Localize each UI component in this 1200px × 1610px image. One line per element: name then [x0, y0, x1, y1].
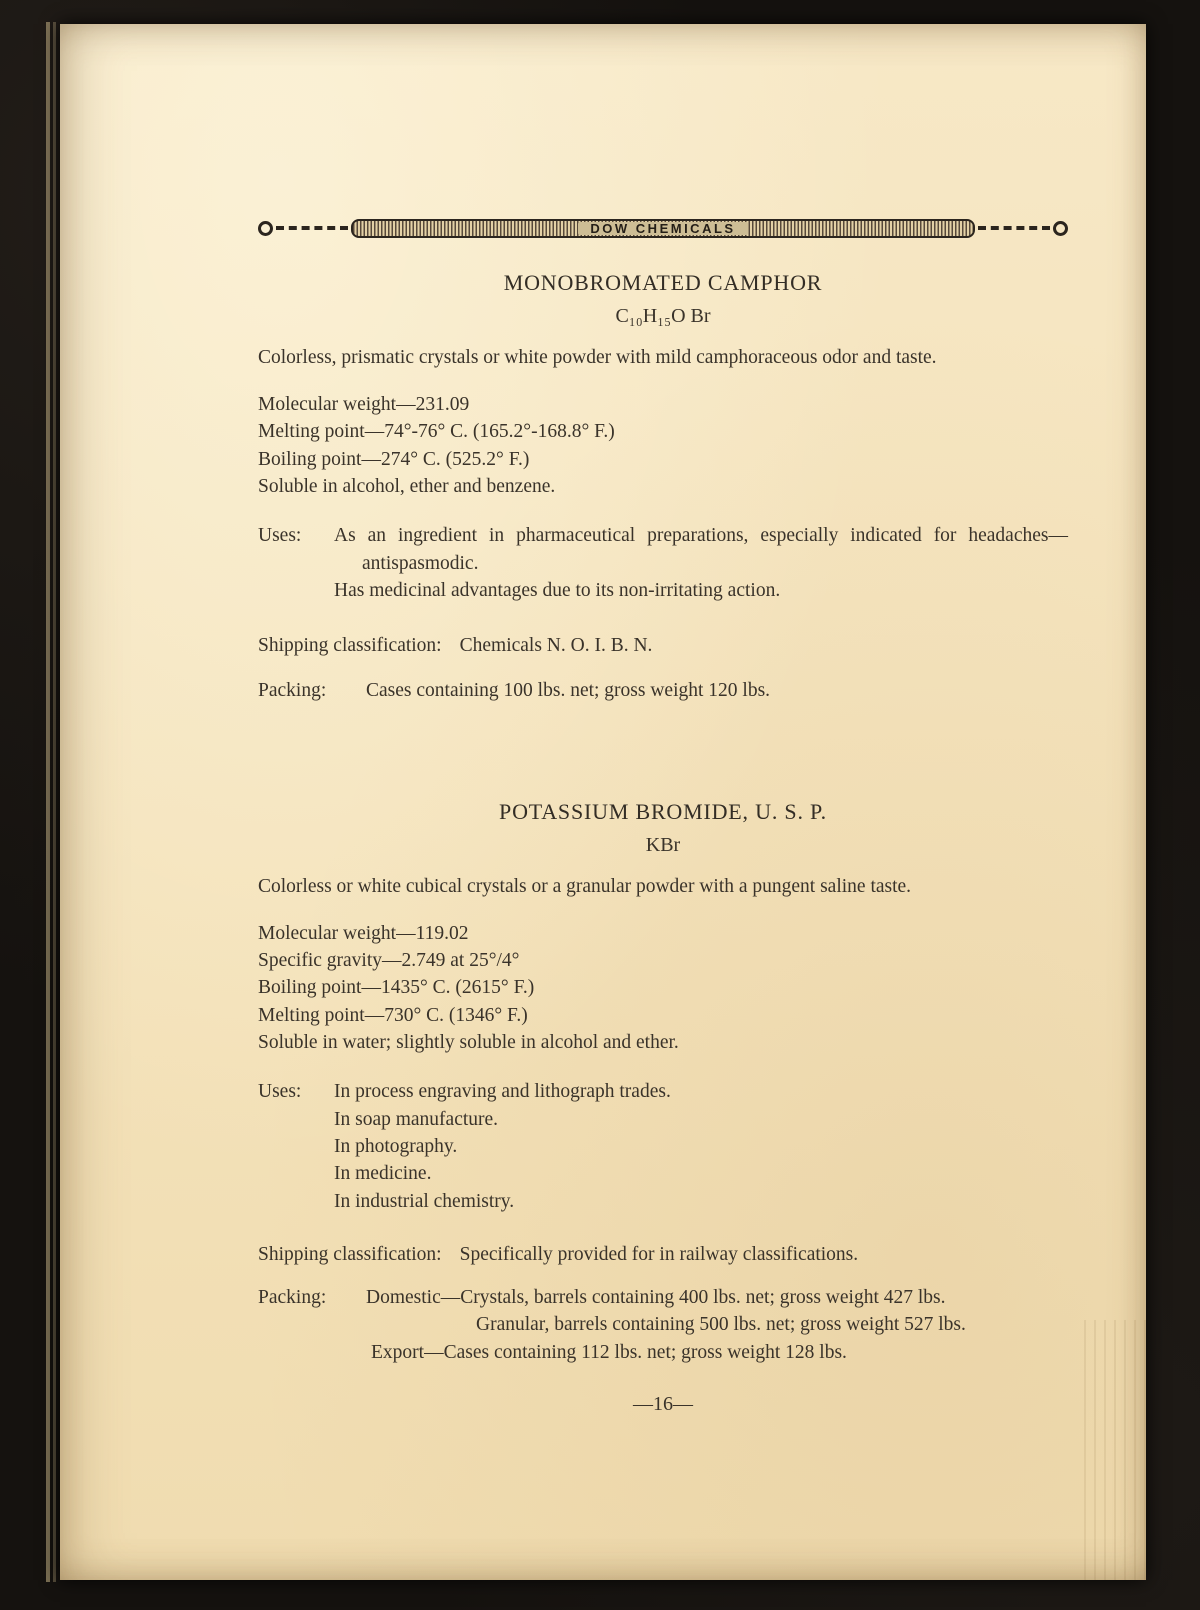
- use-item: In industrial chemistry.: [334, 1190, 515, 1212]
- shipping-text: Chemicals N. O. I. B. N.: [459, 635, 653, 657]
- packing-list: [366, 677, 1068, 704]
- entry-monobromated-camphor: [258, 268, 1068, 705]
- use-item: In soap manufacture.: [334, 1108, 499, 1130]
- uses-label: Uses:: [258, 1081, 302, 1103]
- entry-formula: KBr: [645, 833, 681, 856]
- packing-line: Domestic—Crystals, barrels containing 400 lbs. net; gross weight 427 lbs.: [366, 1287, 946, 1309]
- uses-section: [258, 522, 1068, 604]
- property-line: Boiling point—274° C. (525.2° F.): [258, 448, 530, 470]
- entry-description: Colorless, prismatic crystals or white powder with mild camphoraceous odor and taste.: [258, 346, 937, 368]
- page-stack-edge: [46, 22, 50, 1582]
- page-content: [258, 24, 1068, 1418]
- property-line: Specific gravity—2.749 at 25°/4°: [258, 950, 520, 972]
- property-line: Molecular weight—119.02: [258, 922, 469, 944]
- page-stack-edge: [53, 22, 56, 1582]
- banner-label: DOW CHEMICALS: [578, 222, 747, 235]
- use-item: As an ingredient in pharmaceutical preparations, especially indicated for headaches—antispasmodic.: [334, 525, 1068, 574]
- page-corner-stack: [1076, 1320, 1146, 1580]
- use-item: In medicine.: [334, 1163, 432, 1185]
- property-line: Melting point—730° C. (1346° F.): [258, 1004, 528, 1026]
- property-line: Melting point—74°-76° C. (165.2°-168.8° F.): [258, 421, 615, 443]
- shipping-text: Specifically provided for in railway classifications.: [459, 1243, 859, 1265]
- banner-dashes-right: [978, 226, 1050, 230]
- packing-label: Packing:: [258, 680, 327, 702]
- property-line: Soluble in water; slightly soluble in alcohol and ether.: [258, 1032, 679, 1054]
- dow-chemicals-banner: [258, 218, 1068, 238]
- packing-section: [258, 1284, 1068, 1366]
- packing-line: Cases containing 100 lbs. net; gross weight 120 lbs.: [366, 680, 771, 702]
- shipping-section: [258, 632, 1068, 659]
- use-item: In photography.: [334, 1135, 458, 1157]
- properties-list: [258, 920, 1068, 1056]
- banner-dashes-left: [276, 226, 348, 230]
- packing-line: Export—Cases containing 112 lbs. net; gross weight 128 lbs.: [371, 1341, 847, 1363]
- uses-list: [334, 1078, 1068, 1214]
- use-item: In process engraving and lithograph trades.: [334, 1081, 671, 1103]
- entry-title: MONOBROMATED CAMPHOR: [503, 270, 823, 295]
- properties-list: [258, 391, 1068, 500]
- packing-list: [366, 1284, 1068, 1366]
- shipping-label: Shipping classification:: [258, 1243, 442, 1265]
- shipping-label: Shipping classification:: [258, 635, 442, 657]
- property-line: Boiling point—1435° C. (2615° F.): [258, 977, 535, 999]
- packing-line: Granular, barrels containing 500 lbs. net; gross weight 527 lbs.: [476, 1314, 966, 1336]
- banner-hatched-bar: [351, 219, 975, 238]
- uses-section: [258, 1078, 1068, 1214]
- banner-ring-right-icon: [1053, 221, 1068, 236]
- uses-label: Uses:: [258, 525, 302, 547]
- packing-section: [258, 677, 1068, 704]
- book-page: [60, 24, 1146, 1580]
- packing-label: Packing:: [258, 1287, 327, 1309]
- entry-title: POTASSIUM BROMIDE, U. S. P.: [499, 798, 827, 824]
- shipping-section: [258, 1241, 1068, 1268]
- entry-description: Colorless or white cubical crystals or a granular powder with a pungent saline taste.: [258, 875, 912, 897]
- property-line: Molecular weight—231.09: [258, 394, 470, 416]
- uses-list: [334, 522, 1068, 604]
- entry-formula: C₁₀H₁₅O Br: [615, 304, 711, 327]
- use-item: Has medicinal advantages due to its non-irritating action.: [334, 579, 781, 601]
- page-number: —16—: [633, 1393, 693, 1416]
- banner-ring-left-icon: [258, 221, 273, 236]
- entry-potassium-bromide: [258, 797, 1068, 1366]
- property-line: Soluble in alcohol, ether and benzene.: [258, 475, 556, 497]
